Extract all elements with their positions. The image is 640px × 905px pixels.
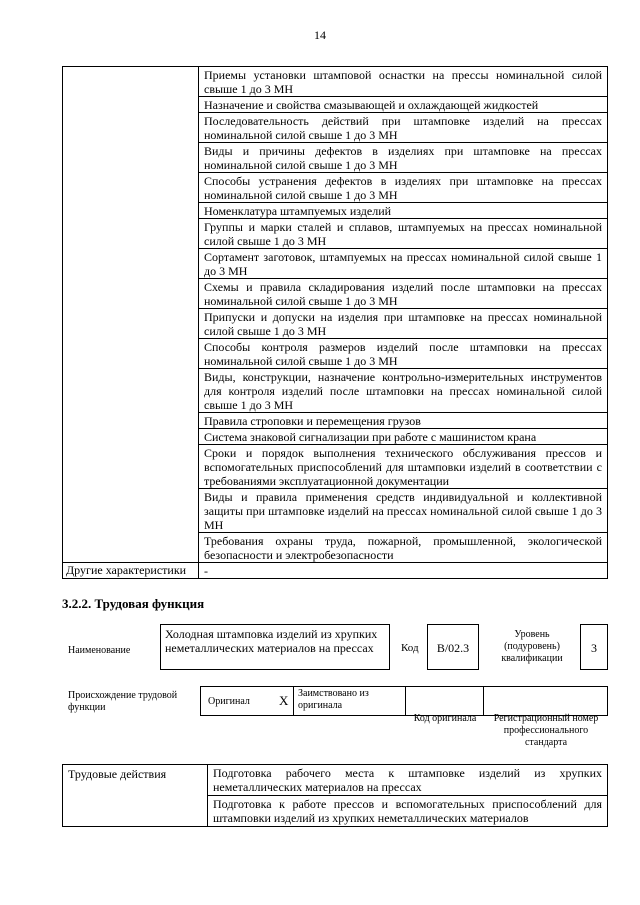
- code-value: B/02.3: [436, 641, 470, 655]
- divider: [483, 687, 484, 715]
- knowledge-item: Назначение и свойства смазывающей и охлаждающей жидкостей: [199, 97, 608, 113]
- knowledge-item: Правила строповки и перемещения грузов: [199, 413, 608, 429]
- reg-number-label: Регистрационный номер профессионального стандарта: [493, 713, 599, 748]
- knowledge-item: Система знаковой сигнализации при работе с машинистом крана: [199, 429, 608, 445]
- borrowed-label: Заимствовано из оригинала: [298, 688, 369, 711]
- table-row: [63, 563, 608, 579]
- level-box: [580, 624, 608, 670]
- knowledge-item: Сортамент заготовок, штампуемых на прессах номинальной силой свыше 1 до 3 МН: [199, 249, 608, 279]
- knowledge-item: Последовательность действий при штамповке изделий на прессах номинальной силой свыше 1 до 3 МН: [199, 113, 608, 143]
- knowledge-table: [62, 66, 608, 579]
- knowledge-item: Припуски и допуски на изделия при штамповке на прессах номинальной силой свыше 1 до 3 МН: [199, 309, 608, 339]
- origin-label: Происхождение трудовой функции: [68, 690, 178, 713]
- section-title: 3.2.2. Трудовая функция: [62, 596, 205, 611]
- knowledge-item: Виды, конструкции, назначение контрольно-измерительных инструментов для контроля изделий после штамповки на прессах номинальной силой свыше 1 до 3 МН: [199, 369, 608, 413]
- knowledge-item: Виды и причины дефектов в изделиях при штамповке на прессах номинальной силой свыше 1 до 3 МН: [199, 143, 608, 173]
- table-row: [63, 765, 608, 796]
- knowledge-head-cell: [63, 67, 199, 563]
- original-mark: X: [279, 693, 289, 708]
- labor-actions-table: [62, 764, 608, 827]
- knowledge-item: Группы и марки сталей и сплавов, штампуемых на прессах номинальной силой свыше 1 до 3 МН: [199, 219, 608, 249]
- labor-actions-label: Трудовые действия: [63, 765, 208, 827]
- code-label: Код: [401, 642, 419, 654]
- page-number: 14: [314, 28, 326, 42]
- name-label: Наименование: [68, 645, 131, 656]
- table-row: [63, 67, 608, 97]
- labor-action-item: Подготовка рабочего места к штамповке изделий из хрупких неметаллических материалов на прессах: [208, 765, 608, 796]
- divider: [405, 687, 406, 715]
- knowledge-item: Номенклатура штампуемых изделий: [199, 203, 608, 219]
- labor-action-item: Подготовка к работе прессов и вспомогательных приспособлений для штамповки изделий из хрупких неметаллических материалов: [208, 796, 608, 827]
- code-box: [427, 624, 479, 670]
- knowledge-item: Сроки и порядок выполнения технического обслуживания прессов и вспомогательных приспособлений для штамповки изделий в соответствии с требованиями эксплуатационной документации: [199, 445, 608, 489]
- function-name-box: [160, 624, 390, 670]
- knowledge-item: Требования охраны труда, пожарной, промышленной, экологической безопасности и электробезопасности: [199, 533, 608, 563]
- divider: [293, 687, 294, 715]
- origin-row: [200, 686, 608, 716]
- other-characteristics-label: Другие характеристики: [63, 563, 199, 579]
- knowledge-item: Способы устранения дефектов в изделиях при штамповке на прессах номинальной силой свыше 1 до 3 МН: [199, 173, 608, 203]
- level-label: Уровень (подуровень) квалификации: [501, 629, 563, 664]
- other-characteristics-value: -: [199, 563, 608, 579]
- code-original-label: Код оригинала: [413, 713, 477, 724]
- knowledge-item: Способы контроля размеров изделий после штамповки на прессах номинальной силой свыше 1 до 3 МН: [199, 339, 608, 369]
- original-label: Оригинал: [208, 696, 250, 707]
- knowledge-item: Схемы и правила складирования изделий после штамповки на прессах номинальной силой свыше 1 до 3 МН: [199, 279, 608, 309]
- level-value: 3: [591, 641, 597, 655]
- knowledge-item: Приемы установки штамповой оснастки на прессы номинальной силой свыше 1 до 3 МН: [199, 67, 608, 97]
- function-name-value: Холодная штамповка изделий из хрупких неметаллических материалов на прессах: [165, 627, 378, 655]
- knowledge-item: Виды и правила применения средств индивидуальной и коллективной защиты при штамповке изделий на прессах номинальной силой свыше 1 до 3 МН: [199, 489, 608, 533]
